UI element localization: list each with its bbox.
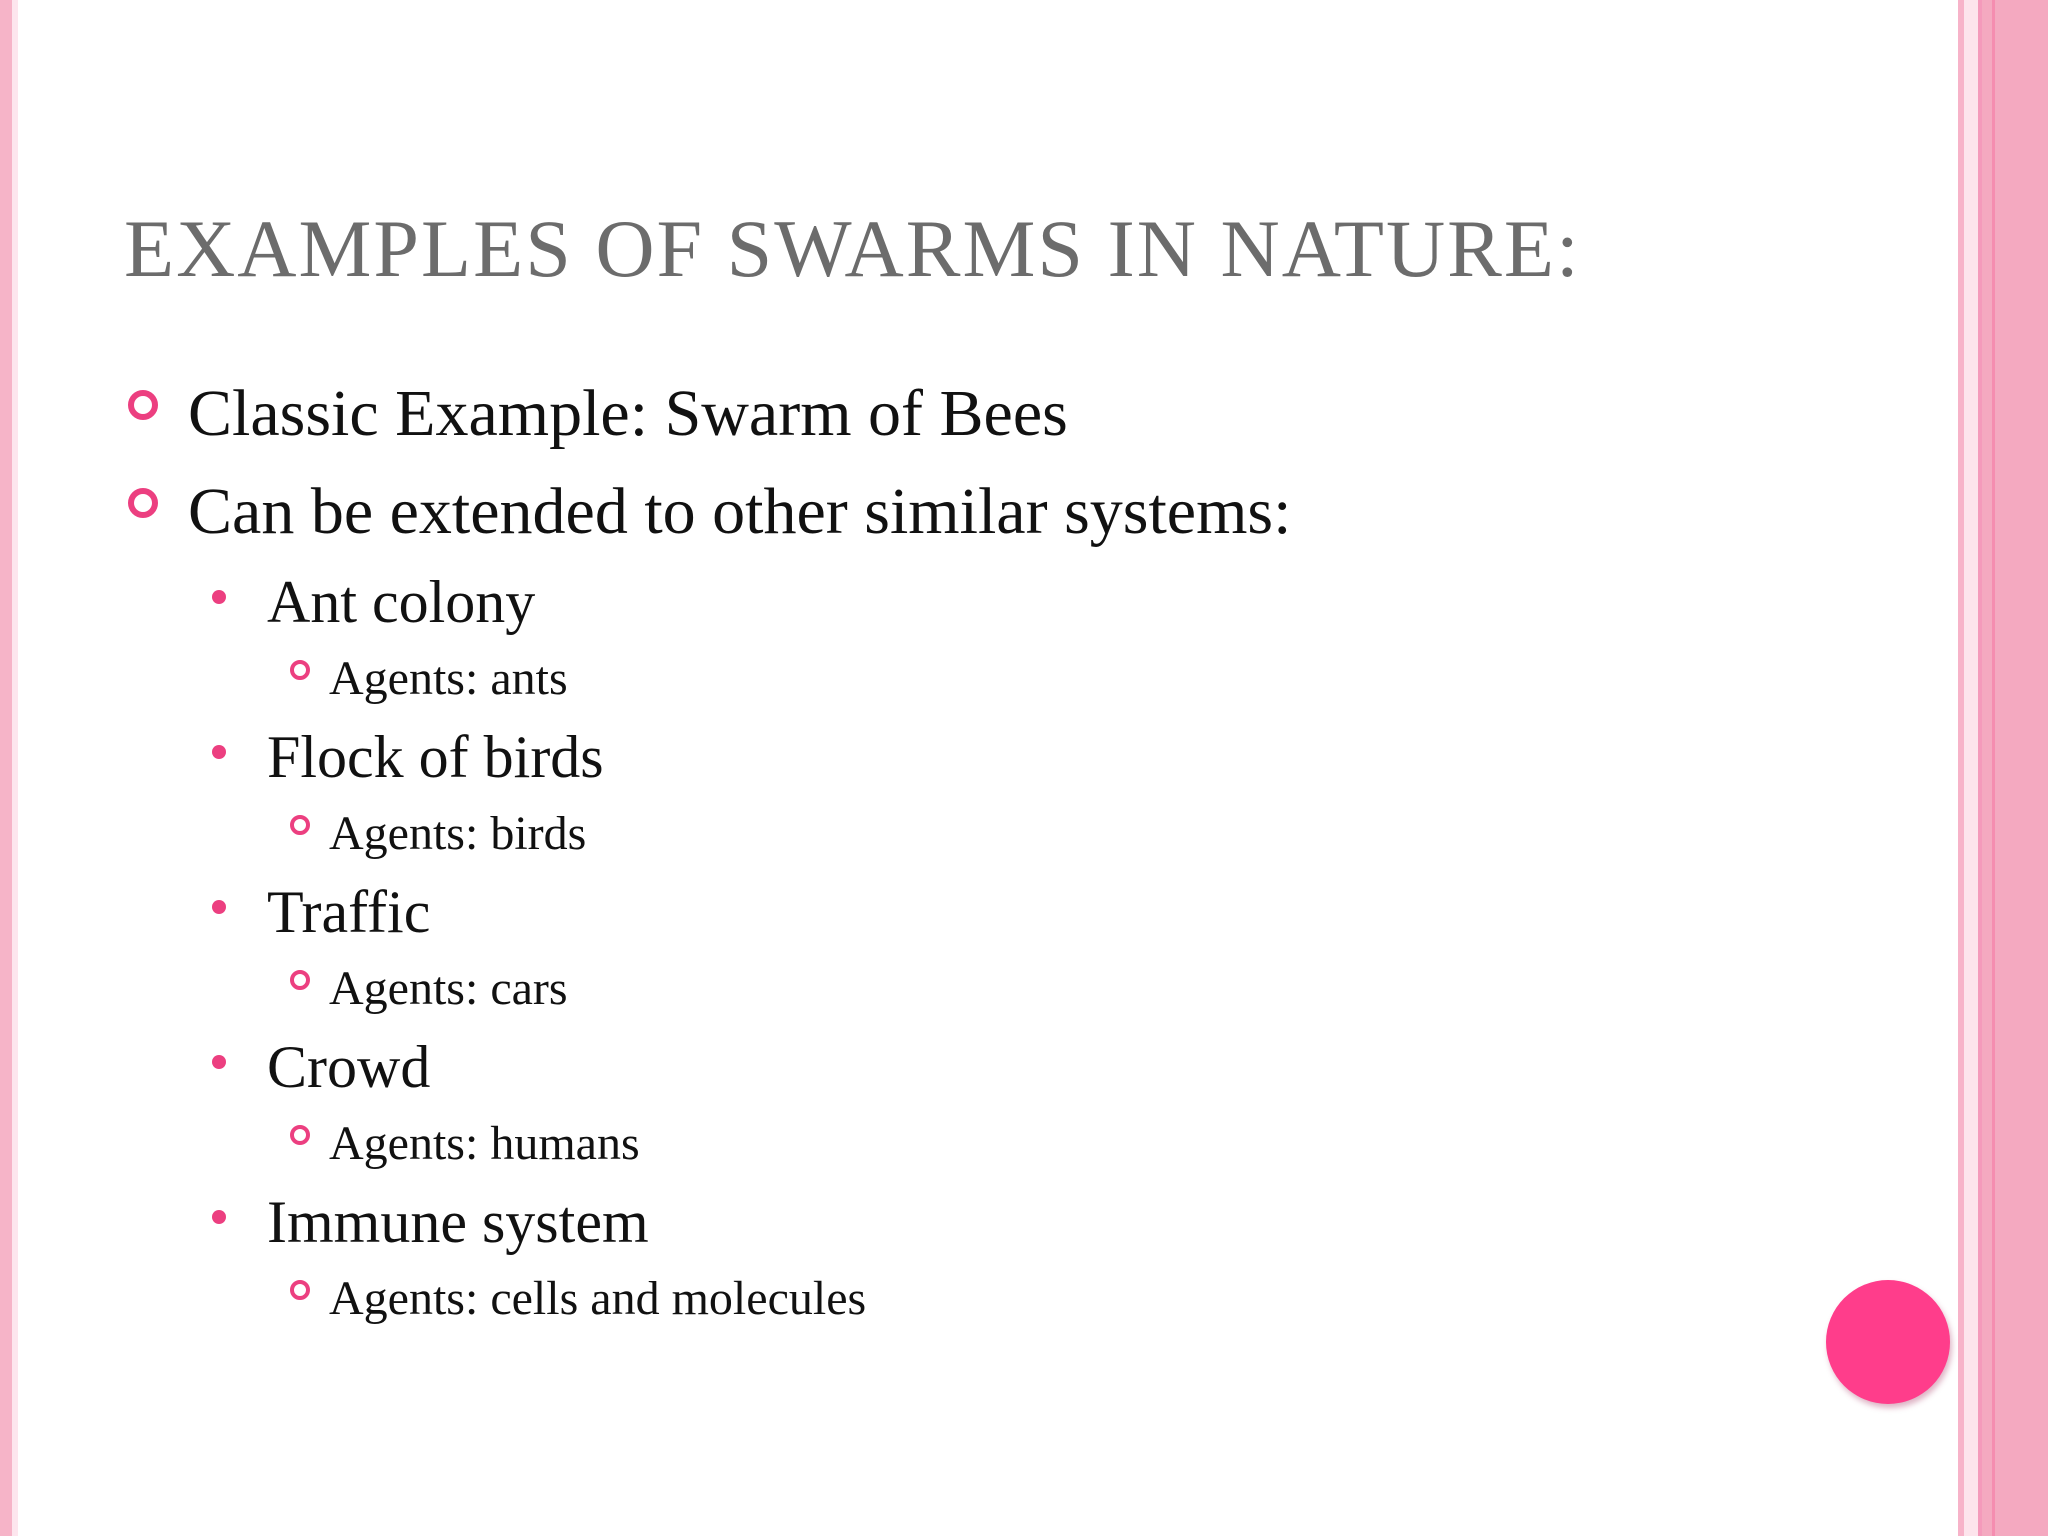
dot-bullet-icon xyxy=(212,590,226,604)
detail-text: Agents: humans xyxy=(329,1117,640,1170)
hollow-bullet-icon xyxy=(128,488,158,518)
hollow-bullet-icon xyxy=(128,390,158,420)
left-border-inner xyxy=(12,0,18,1536)
hollow-bullet-icon xyxy=(290,1280,310,1300)
sub-bullet-text: Immune system xyxy=(267,1189,649,1255)
decorative-circle xyxy=(1826,1280,1950,1404)
left-border xyxy=(0,0,12,1536)
hollow-bullet-icon xyxy=(290,815,310,835)
hollow-bullet-icon xyxy=(290,970,310,990)
dot-bullet-icon xyxy=(212,1055,226,1069)
dot-bullet-icon xyxy=(212,900,226,914)
bullet-text: Can be extended to other similar systems: xyxy=(188,475,1292,548)
detail-text: Agents: cells and molecules xyxy=(329,1272,867,1325)
sub-bullet-text: Crowd xyxy=(267,1034,431,1100)
bullet-text: Classic Example: Swarm of Bees xyxy=(188,377,1068,450)
right-border-stripe xyxy=(1992,0,1995,1536)
detail-text: Agents: birds xyxy=(329,807,587,860)
right-border-stripe xyxy=(1964,0,1978,1536)
hollow-bullet-icon xyxy=(290,660,310,680)
detail-text: Agents: cars xyxy=(329,962,568,1015)
dot-bullet-icon xyxy=(212,1210,226,1224)
sub-bullet-text: Ant colony xyxy=(267,569,536,635)
hollow-bullet-icon xyxy=(290,1125,310,1145)
sub-bullet-text: Traffic xyxy=(267,879,431,945)
dot-bullet-icon xyxy=(212,745,226,759)
sub-bullet-text: Flock of birds xyxy=(267,724,604,790)
slide-title: EXAMPLES OF SWARMS IN NATURE: xyxy=(124,203,1581,294)
detail-text: Agents: ants xyxy=(329,652,568,705)
